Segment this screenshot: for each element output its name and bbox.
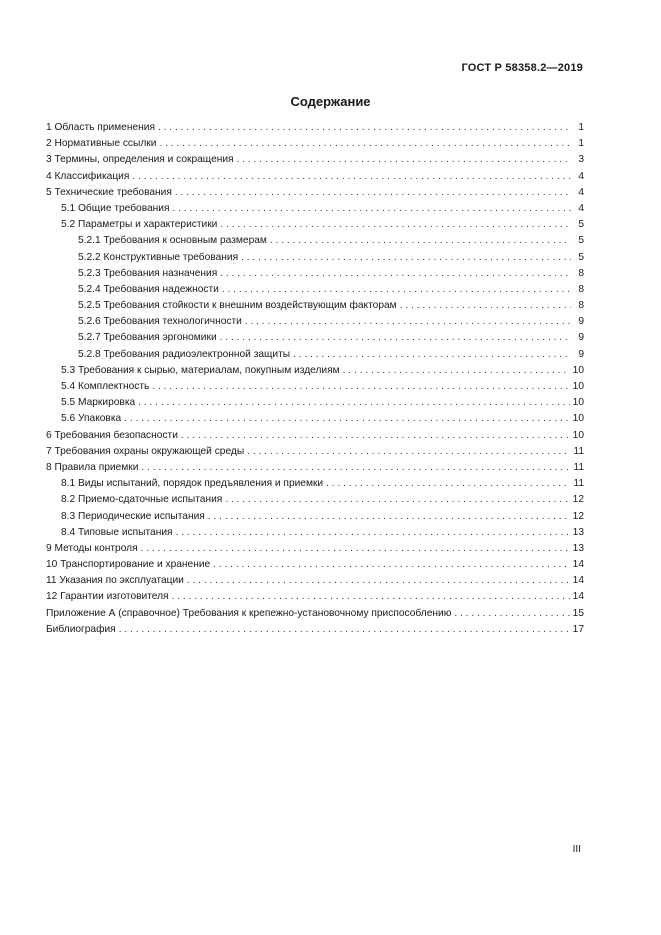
toc-entry-title: 5.6 Упаковка <box>61 413 122 425</box>
toc-entry-title: 5.2.3 Требования назначения <box>78 267 218 279</box>
toc-entry[interactable] <box>46 347 584 363</box>
toc-entry[interactable] <box>46 444 584 460</box>
toc-entry[interactable] <box>46 589 584 605</box>
dot-leader <box>132 169 571 185</box>
toc-entry[interactable] <box>46 314 584 330</box>
toc-entry-title: 5.2.1 Требования к основным размерам <box>78 235 267 247</box>
dot-leader <box>237 152 571 168</box>
toc-entry[interactable] <box>46 428 584 444</box>
toc-entry-page: 3 <box>578 154 584 166</box>
toc-entry-title: 5.2.2 Конструктивные требования <box>78 251 239 263</box>
dot-leader <box>175 185 571 201</box>
dot-leader <box>152 379 569 395</box>
toc-entry[interactable] <box>46 606 584 622</box>
toc-entry-page: 5 <box>578 251 584 263</box>
toc-entry-title: 8.2 Приемо-сдаточные испытания <box>61 494 223 506</box>
dot-leader <box>172 589 570 605</box>
dot-leader <box>141 541 570 557</box>
toc-entry-title: 5.2.5 Требования стойкости к внешним воздействующим факторам <box>78 300 397 312</box>
toc-entry-title: 8.4 Типовые испытания <box>61 526 173 538</box>
toc-entry-title: 2 Нормативные ссылки <box>46 138 157 150</box>
toc-entry-page: 9 <box>578 332 584 344</box>
toc-entry-title: 5.5 Маркировка <box>61 397 136 409</box>
toc-entry-page: 14 <box>572 591 584 603</box>
toc-entry-title: 5.4 Комплектность <box>61 381 150 392</box>
toc-entry-page: 4 <box>578 186 584 198</box>
toc-entry-title: 7 Требования охраны окружающей среды <box>46 445 245 457</box>
toc-entry-page: 9 <box>578 348 584 360</box>
toc-entry[interactable] <box>46 525 584 541</box>
toc-entry[interactable] <box>46 622 584 638</box>
toc-entry-page: 9 <box>578 316 584 328</box>
toc-entry-page: 13 <box>572 542 584 554</box>
toc-entry-page: 8 <box>578 267 584 279</box>
toc-entry-page: 15 <box>572 607 584 619</box>
toc-entry[interactable] <box>46 169 584 185</box>
toc-entry-page: 13 <box>572 526 584 538</box>
toc-entry[interactable] <box>46 330 584 346</box>
toc-entry-page: 5 <box>578 219 584 231</box>
dot-leader <box>173 201 571 217</box>
toc-entry-page: 4 <box>578 170 584 182</box>
toc-entry-title: 9 Методы контроля <box>46 542 138 554</box>
toc-entry-title: 5.2.8 Требования радиоэлектронной защиты <box>78 348 291 360</box>
toc-entry[interactable] <box>46 573 584 589</box>
toc-entry-title: 1 Область применения <box>46 122 155 133</box>
page-number: III <box>572 844 581 855</box>
toc-entry-title: 10 Транспортирование и хранение <box>46 559 211 571</box>
toc-entry[interactable] <box>46 509 584 525</box>
dot-leader <box>141 460 570 476</box>
toc-entry-title: Библиография <box>46 623 116 635</box>
toc-entry-page: 10 <box>572 429 584 441</box>
dot-leader <box>270 233 571 249</box>
toc-entry-page: 10 <box>572 397 584 409</box>
dot-leader <box>176 525 570 541</box>
document-code: ГОСТ Р 58358.2—2019 <box>461 62 583 74</box>
dot-leader <box>181 428 570 444</box>
toc-entry[interactable] <box>46 266 584 282</box>
table-of-contents <box>46 120 584 638</box>
toc-entry[interactable] <box>46 557 584 573</box>
toc-entry[interactable] <box>46 379 584 395</box>
toc-entry-page: 10 <box>572 381 584 392</box>
toc-entry[interactable] <box>46 411 584 427</box>
toc-entry[interactable] <box>46 460 584 476</box>
toc-entry[interactable] <box>46 282 584 298</box>
toc-entry-page: 11 <box>573 461 584 473</box>
toc-entry[interactable] <box>46 152 584 168</box>
toc-entry-title: 4 Классификация <box>46 170 130 182</box>
toc-entry-title: 6 Требования безопасности <box>46 429 178 441</box>
dot-leader <box>225 492 569 508</box>
toc-entry-title: 5.3 Требования к сырью, материалам, покупным изделиям <box>61 364 340 376</box>
toc-entry-title: Приложение А (справочное) Требования к крепежно-установочному приспособлению <box>46 607 452 619</box>
toc-entry-title: 8 Правила приемки <box>46 461 139 473</box>
toc-entry[interactable] <box>46 395 584 411</box>
dot-leader <box>222 282 571 298</box>
toc-entry-page: 1 <box>578 138 584 150</box>
toc-entry[interactable] <box>46 363 584 379</box>
toc-entry-title: 5.2.7 Требования эргономики <box>78 332 217 344</box>
dot-leader <box>220 217 571 233</box>
toc-entry-page: 14 <box>572 559 584 571</box>
toc-entry-page: 1 <box>578 122 584 133</box>
toc-entry-title: 5.2 Параметры и характеристики <box>61 219 218 231</box>
dot-leader <box>343 363 570 379</box>
toc-entry-page: 17 <box>572 623 584 635</box>
toc-entry-title: 8.3 Периодические испытания <box>61 510 205 522</box>
toc-entry[interactable] <box>46 541 584 557</box>
dot-leader <box>124 411 569 427</box>
dot-leader <box>245 314 571 330</box>
dot-leader <box>400 298 571 314</box>
dot-leader <box>220 330 571 346</box>
toc-entry[interactable] <box>46 120 584 136</box>
toc-entry[interactable] <box>46 476 584 492</box>
toc-entry-page: 11 <box>573 445 584 457</box>
toc-entry-page: 10 <box>572 413 584 425</box>
dot-leader <box>293 347 571 363</box>
toc-entry-page: 5 <box>578 235 584 247</box>
toc-entry-page: 4 <box>578 202 584 214</box>
toc-entry-page: 8 <box>578 283 584 295</box>
toc-entry-title: 11 Указания по эксплуатации <box>46 575 184 587</box>
toc-entry[interactable] <box>46 201 584 217</box>
toc-entry-title: 8.1 Виды испытаний, порядок предъявления и приемки <box>61 478 324 490</box>
toc-entry[interactable] <box>46 217 584 233</box>
toc-entry-page: 10 <box>572 364 584 376</box>
toc-entry[interactable] <box>46 185 584 201</box>
toc-entry-page: 8 <box>578 300 584 312</box>
dot-leader <box>326 476 570 492</box>
dot-leader <box>159 136 571 152</box>
toc-entry[interactable] <box>46 492 584 508</box>
toc-entry[interactable] <box>46 250 584 266</box>
toc-entry[interactable] <box>46 136 584 152</box>
toc-entry-page: 11 <box>573 478 584 490</box>
toc-entry-title: 5.1 Общие требования <box>61 202 170 214</box>
dot-leader <box>158 120 571 136</box>
toc-entry-title: 3 Термины, определения и сокращения <box>46 154 234 166</box>
toc-entry-title: 5.2.6 Требования технологичности <box>78 316 242 328</box>
dot-leader <box>220 266 571 282</box>
page-title: Содержание <box>290 94 371 109</box>
dot-leader <box>187 573 570 589</box>
dot-leader <box>138 395 569 411</box>
dot-leader <box>247 444 570 460</box>
toc-entry-page: 12 <box>572 510 584 522</box>
toc-entry-title: 5 Технические требования <box>46 186 172 198</box>
dot-leader <box>241 250 571 266</box>
dot-leader <box>208 509 570 525</box>
toc-entry-title: 5.2.4 Требования надежности <box>78 283 219 295</box>
dot-leader <box>454 606 569 622</box>
toc-entry[interactable] <box>46 298 584 314</box>
toc-entry-title: 12 Гарантии изготовителя <box>46 591 169 603</box>
dot-leader <box>213 557 569 573</box>
toc-entry-page: 14 <box>572 575 584 587</box>
dot-leader <box>119 622 570 638</box>
toc-entry-page: 12 <box>572 494 584 506</box>
toc-entry[interactable] <box>46 233 584 249</box>
